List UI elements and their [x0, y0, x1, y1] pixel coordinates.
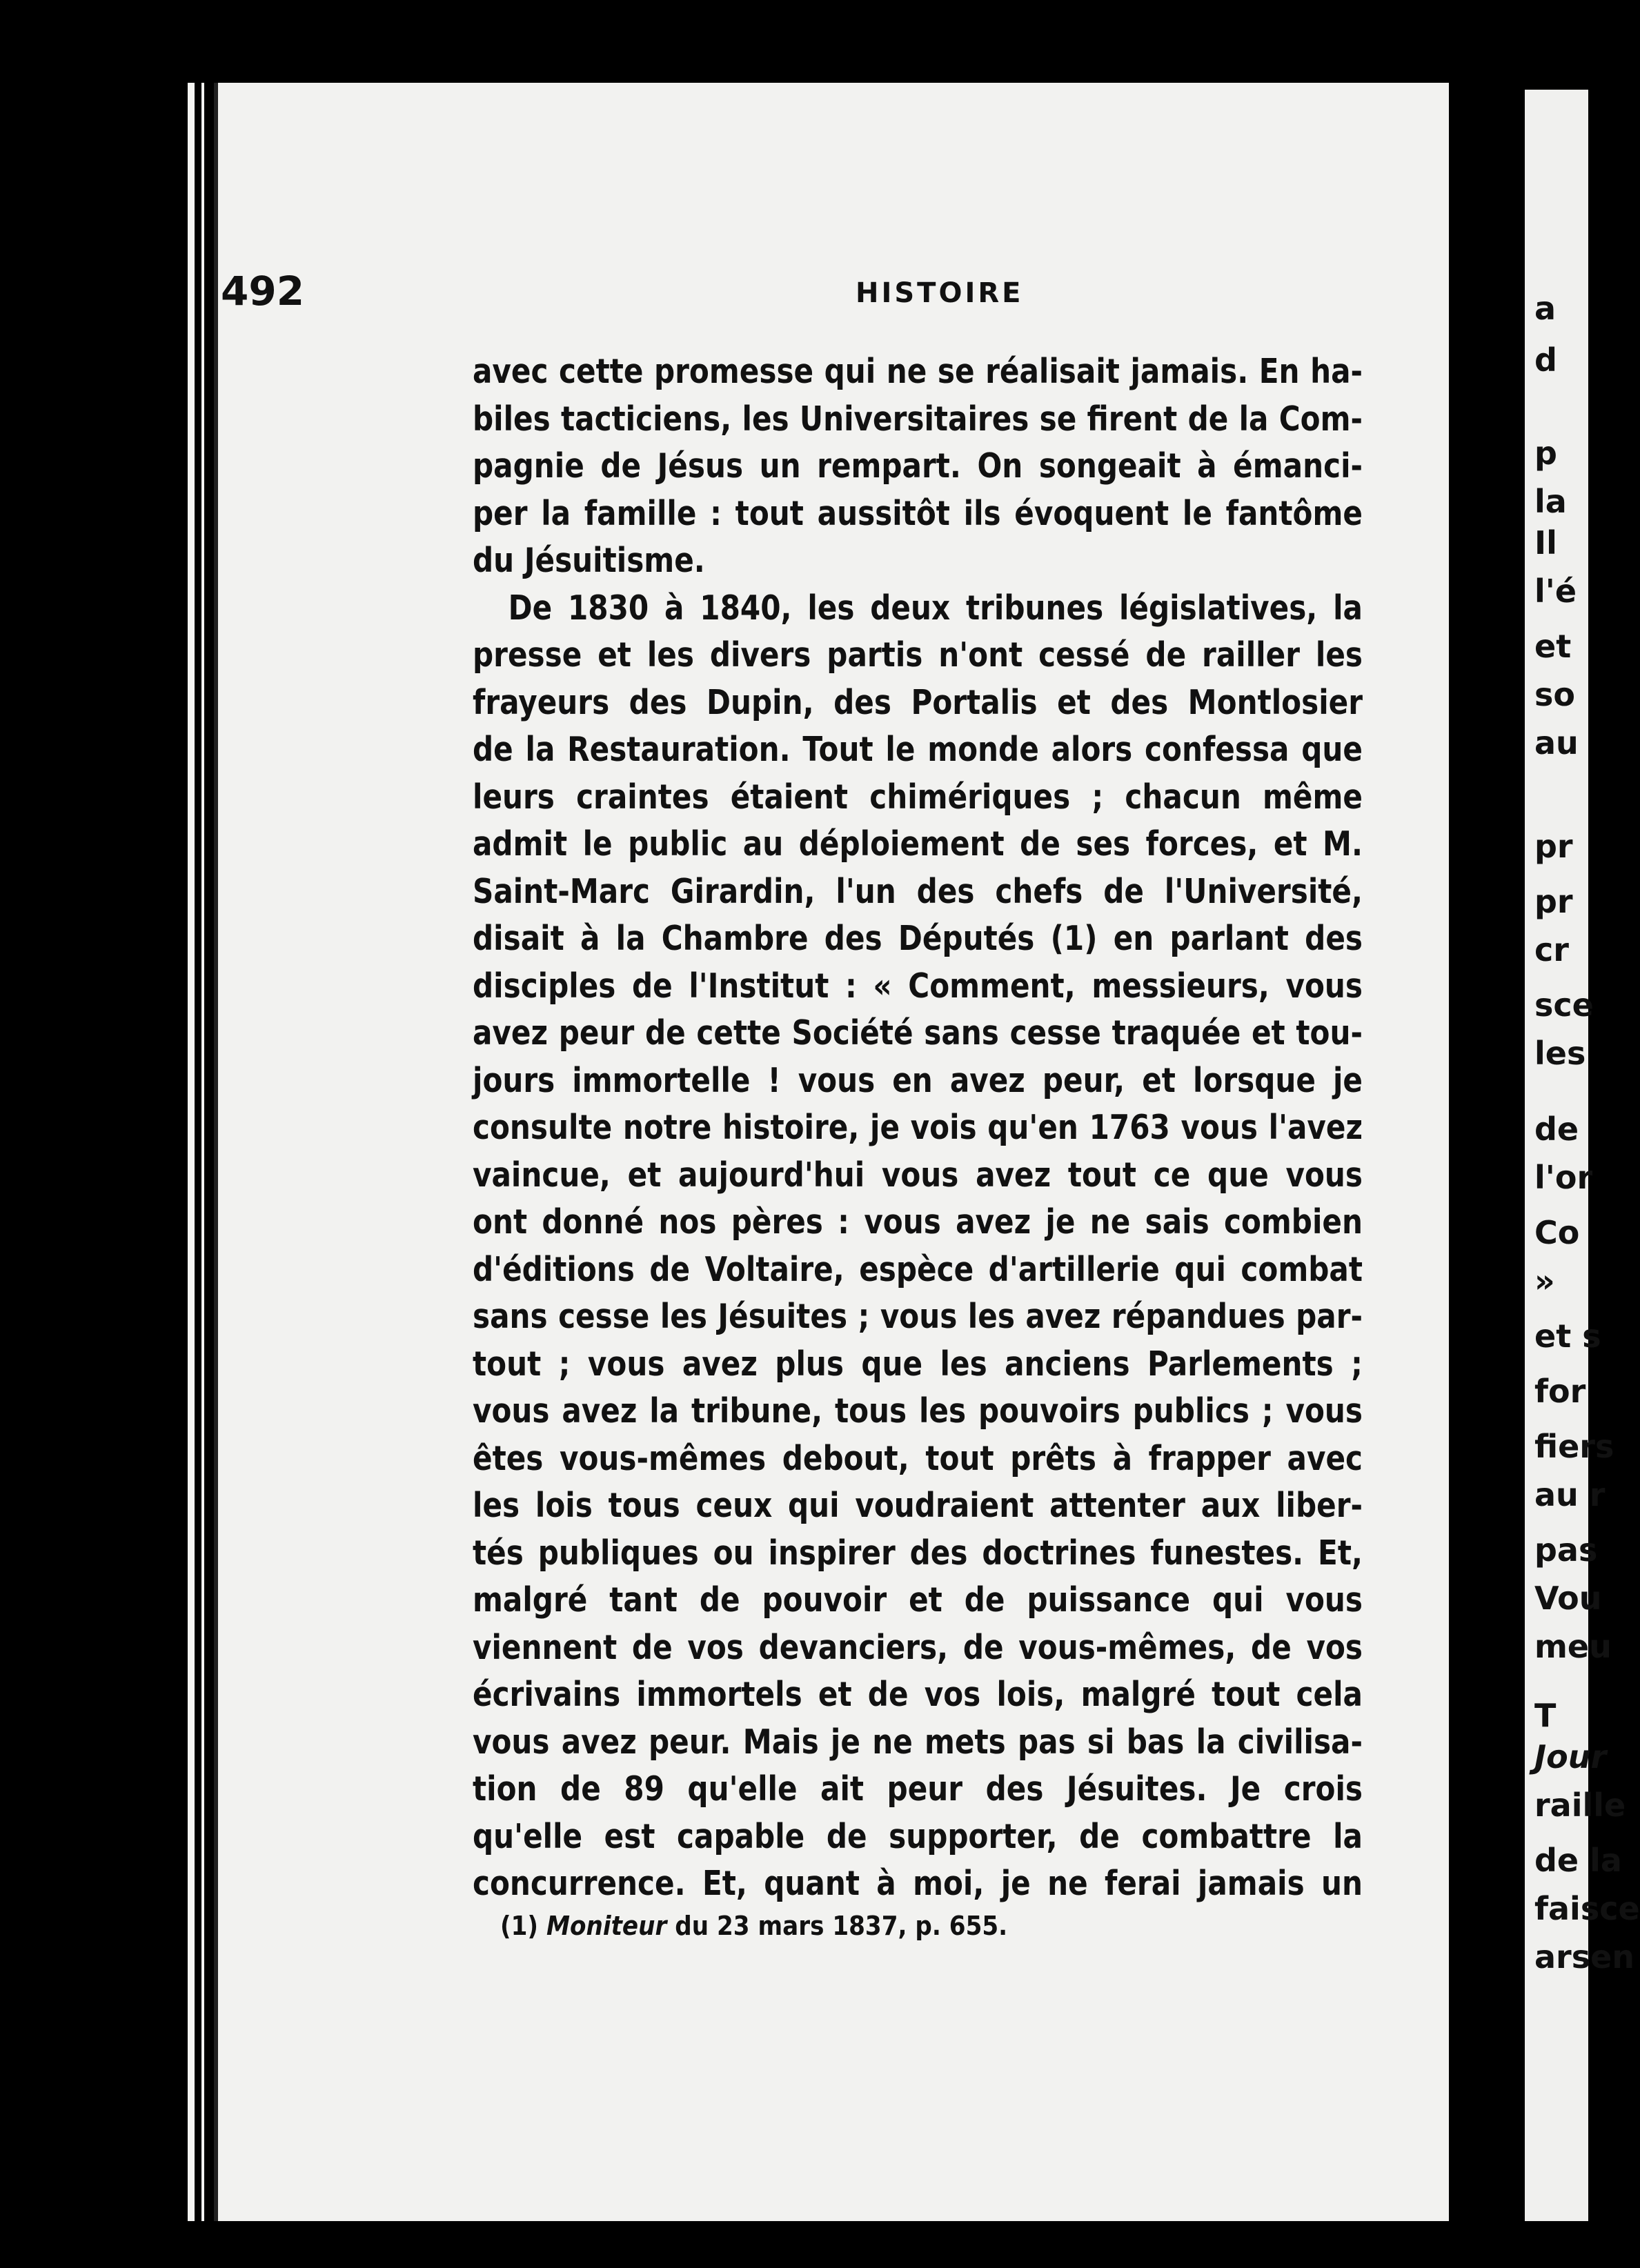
adjacent-page-text: de la	[1534, 1842, 1622, 1879]
adjacent-page-text: Jour	[1534, 1738, 1607, 1775]
adjacent-page-text: »	[1534, 1262, 1555, 1300]
adjacent-page-text: les	[1534, 1035, 1586, 1072]
adjacent-page-text: Co	[1534, 1214, 1580, 1251]
text-line: sans cesse les Jésuites ; vous les avez répandues par-	[473, 1297, 1363, 1336]
adjacent-page-text: cr	[1534, 931, 1569, 968]
adjacent-page-text: pr	[1534, 883, 1573, 920]
text-line: de la Restauration. Tout le monde alors confessa que	[473, 730, 1363, 769]
adjacent-page-text: au	[1534, 724, 1579, 762]
text-line: concurrence. Et, quant à moi, je ne ferai jamais un	[473, 1864, 1363, 1903]
adjacent-page-text: T	[1534, 1697, 1557, 1734]
adjacent-page-text: et	[1534, 628, 1572, 665]
adjacent-page-text: p	[1534, 435, 1557, 472]
text-line: presse et les divers partis n'ont cessé de railler les	[473, 635, 1363, 675]
footnote-text: du 23 mars 1837, p. 655.	[675, 1911, 1008, 1941]
adjacent-page-text: raille	[1534, 1787, 1626, 1824]
text-line: écrivains immortels et de vos lois, malgré tout cela	[473, 1675, 1363, 1714]
text-line: d'éditions de Voltaire, espèce d'artillerie qui combat	[473, 1249, 1363, 1289]
text-line: disait à la Chambre des Députés (1) en parlant des	[473, 919, 1363, 958]
adjacent-page-text: l'or	[1534, 1159, 1593, 1196]
footnote-marker: (1)	[500, 1911, 539, 1941]
adjacent-page-text: d	[1534, 341, 1557, 379]
text-line: De 1830 à 1840, les deux tribunes législatives, la	[508, 588, 1363, 628]
text-line: vous avez peur. Mais je ne mets pas si bas la civilisa-	[473, 1722, 1363, 1762]
text-line: du Jésuitisme.	[473, 541, 705, 580]
text-line: leurs craintes étaient chimériques ; chacun même	[473, 777, 1363, 817]
footnote-source: Moniteur	[546, 1911, 667, 1941]
adjacent-page-text: et s	[1534, 1317, 1601, 1355]
text-line: malgré tant de pouvoir et de puissance qui vous	[473, 1580, 1363, 1620]
binding-spine	[0, 0, 207, 2268]
text-line: admit le public au déploiement de ses forces, et M.	[473, 824, 1363, 864]
adjacent-page-text: Il	[1534, 524, 1557, 561]
text-line: vous avez la tribune, tous les pouvoirs publics ; vous	[473, 1391, 1363, 1431]
adjacent-page-text: arsen	[1534, 1938, 1635, 1976]
adjacent-page-text: fiers	[1534, 1428, 1614, 1465]
adjacent-page-text: l'é	[1534, 573, 1577, 610]
body-text	[473, 348, 1363, 1908]
text-line: biles tacticiens, les Universitaires se firent de la Com-	[473, 399, 1363, 439]
spine-edge-line	[201, 83, 204, 2235]
text-line: tés publiques ou inspirer des doctrines funestes. Et,	[473, 1533, 1363, 1573]
adjacent-page-text: a	[1534, 290, 1557, 327]
adjacent-page-text: la	[1534, 483, 1567, 520]
running-title: HISTOIRE	[856, 277, 1024, 309]
adjacent-page-text: pas	[1534, 1531, 1598, 1569]
text-line: tion de 89 qu'elle ait peur des Jésuites. Je crois	[473, 1769, 1363, 1809]
adjacent-page-text: meu	[1534, 1628, 1612, 1665]
bottom-scan-edge	[0, 2221, 1588, 2268]
adjacent-page-text: au r	[1534, 1476, 1606, 1513]
text-line: frayeurs des Dupin, des Portalis et des Montlosier	[473, 682, 1363, 722]
adjacent-page-text: de	[1534, 1111, 1579, 1148]
text-line: Saint-Marc Girardin, l'un des chefs de l'Université,	[473, 871, 1363, 911]
text-line: vaincue, et aujourd'hui vous avez tout ce que vous	[473, 1155, 1363, 1195]
adjacent-page-fragment	[1525, 90, 1640, 2242]
text-line: les lois tous ceux qui voudraient attenter aux liber-	[473, 1486, 1363, 1525]
adjacent-page-text: faisce	[1534, 1890, 1640, 1927]
text-line: per la famille : tout aussitôt ils évoquent le fantôme	[473, 493, 1363, 533]
text-line: consulte notre histoire, je vois qu'en 1763 vous l'avez	[473, 1108, 1363, 1147]
spine-edge-line	[188, 83, 195, 2235]
right-gutter	[1449, 0, 1532, 2268]
text-line: disciples de l'Institut : « Comment, messieurs, vous	[473, 966, 1363, 1006]
text-line: qu'elle est capable de supporter, de combattre la	[473, 1816, 1363, 1856]
adjacent-page-text: for	[1534, 1373, 1586, 1410]
text-line: ont donné nos pères : vous avez je ne sais combien	[473, 1202, 1363, 1242]
adjacent-page-text: so	[1534, 676, 1575, 713]
footnote	[500, 1911, 1007, 1941]
text-line: pagnie de Jésus un rempart. On songeait à émanci-	[473, 446, 1363, 486]
adjacent-page-text: sce	[1534, 986, 1594, 1024]
text-line: êtes vous-mêmes debout, tout prêts à frapper avec	[473, 1438, 1363, 1478]
text-line: tout ; vous avez plus que les anciens Parlements ;	[473, 1344, 1363, 1384]
text-line: jours immortelle ! vous en avez peur, et lorsque je	[473, 1060, 1363, 1100]
adjacent-page-text: Vou	[1534, 1580, 1602, 1617]
adjacent-page-text: pr	[1534, 828, 1573, 865]
page-number: 492	[221, 268, 305, 315]
text-line: viennent de vos devanciers, de vous-mêmes, de vos	[473, 1627, 1363, 1667]
text-line: avec cette promesse qui ne se réalisait jamais. En ha-	[473, 352, 1363, 391]
text-line: avez peur de cette Société sans cesse traquée et tou-	[473, 1013, 1363, 1053]
